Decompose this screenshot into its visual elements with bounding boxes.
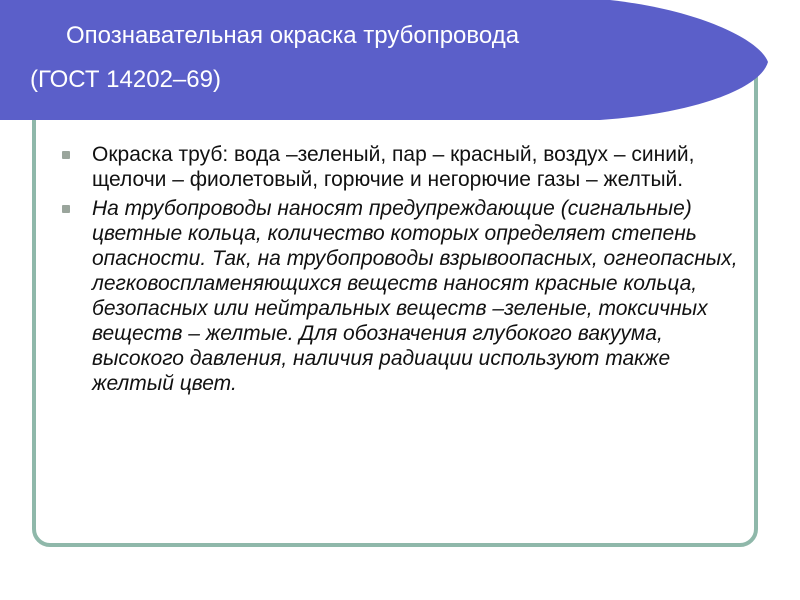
bullet-text: Окраска труб: вода –зеленый, пар – красный, воздух – синий, щелочи – фиолетовый, горючие и негорючие газы – желтый. (92, 143, 695, 191)
bullet-marker (62, 205, 70, 213)
slide-subtitle: (ГОСТ 14202–69) (30, 66, 221, 93)
slide-body (62, 142, 742, 400)
bullet-marker (62, 151, 70, 159)
slide-title: Опознавательная окраска трубопровода (66, 22, 520, 49)
bullet-text: На трубопроводы наносят предупреждающие (сигнальные) цветные кольца, количество которых определяет степень опасности. Так, на трубопроводы взрывоопасных, огнеопасных, легковоспламеняющихся веществ наносят красные кольца, безопасных или нейтральных веществ –зеленые, токсичных веществ – желтые. Для обозначения глубокого вакуума, высокого давления, наличия радиации используют также желтый цвет. (92, 197, 738, 395)
bullet-item (62, 142, 742, 192)
title-banner-shape (0, 0, 768, 120)
bullet-item (62, 196, 742, 396)
title-banner (0, 0, 800, 130)
